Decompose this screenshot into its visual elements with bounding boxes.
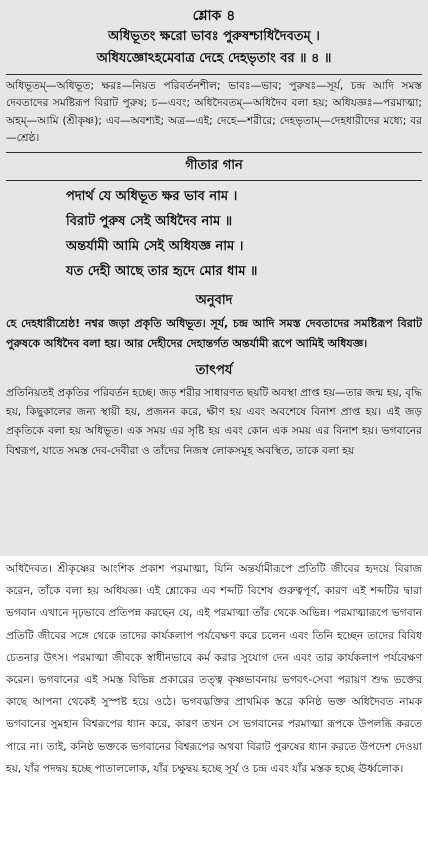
purport-text-upper: প্রতিনিয়তই প্রকৃতির পরিবর্তন হচ্ছে। জড় শরীর সাধারণত ছয়টি অবস্থা প্রাপ্ত হয়—তার জন্ম হয়, বৃদ্ধি হয়, কিছুকালের জন্য স্থায়ী হয়, প্রজনন করে, ক্ষীণ হয় এবং অবশেষে বিনাশ প্রাপ্ত হয়। এই জড় প্রকৃতিকে বলা হয় অধিভূত। এক সময় এর সৃষ্টি হয় এবং কোন এক সময় এর বিনাশ হয়। ভগবানের বিশ্বরূপ, যাতে সমস্ত দেব-দেবীরা ও তাঁদের নিজস্ব লোকসমূহ অবস্থিত, তাকে বলা হয় (6, 386, 422, 457)
song-line-1: পদার্থ যে অধিভূত ক্ষর ভাব নাম । (66, 188, 238, 204)
song-line-3: অন্তর্যামী আমি সেই অধিযজ্ঞ নাম । (66, 238, 244, 254)
divider (6, 152, 422, 153)
shloka-line-2: অধিযজ্ঞোঽহমেবাত্র দেহে দেহভৃতাং বর ॥ ৪ ॥ (96, 51, 332, 66)
song-title: গীতার গান (185, 157, 243, 173)
shloka-line-1: অধিভূতং ক্ষরো ভাবঃ পুরুষশ্চাধিদৈবতম্ । (108, 29, 320, 44)
divider (6, 74, 422, 75)
song-line-2: বিরাট পুরুষ সেই অধিদৈব নাম ॥ (66, 213, 233, 229)
synonyms-paragraph: অধিভূতম্—অধিভূত; ক্ষরঃ—নিয়ত পরিবর্তনশীল; ভাবঃ—ভাব; পুরুষঃ—সূর্য, চন্দ্র আদি সমস্ত দেবতাদের সমষ্টিরূপ বিরাট পুরুষ; চ—এবং; অধিদৈবতম্—অধিদৈব বলা হয়; অধিযজ্ঞঃ—পরমাত্মা; অহম্—আমি (শ্রীকৃষ্ণ); এব—অবশ্যই; অত্র—এই; দেহে—শরীরে; দেহভৃতাম্—দেহধারীদের মধ্যে; বর—শ্রেষ্ঠ। (6, 80, 422, 145)
purport-text-lower: অধিদৈবত। শ্রীকৃষ্ণের আংশিক প্রকাশ পরমাত্মা, যিনি অন্তর্যামীরূপে প্রতিটি জীবের হৃদয়ে বিরাজ করেন, তাঁকে বলা হয় অধিযজ্ঞ। এই শ্লোকের এব শব্দটি বিশেষ গুরুত্বপূর্ণ, কারণ এই শব্দটির দ্বারা ভগবান এখানে দৃঢ়ভাবে প্রতিপন্ন করছেন যে, এই পরমাত্মা তাঁর থেকে অভিন্ন। পরমাত্মারূপে ভগবান প্রতিটি জীবের সঙ্গে থেকে তাদের কার্যকলাপ পর্যবেক্ষণ করে চলেন এবং তিনি হচ্ছেন তাদের বিবিধ চেতনার উৎস। পরমাত্মা জীবকে স্বাধীনভাবে কর্ম করার সুযোগ দেন এবং তার কার্যকলাপ পর্যবেক্ষণ করেন। ভগবানের এই সমস্ত বিভিন্ন প্রকারের তত্ত্ব কৃষ্ণভাবনায় ভগবৎ-সেবা পরায়ণ শুদ্ধ ভক্তের কাছে আপনা থেকেই সুস্পষ্ট হয়ে ওঠে। ভগবদ্ভক্তির প্রাথমিক স্তরে কনিষ্ঠ ভক্ত অধিদৈবত নামক ভগবানের সুমহান বিশ্বরূপের ধ্যান করে, কারণ তখন সে ভগবানের পরমাত্মা রূপকে উপলব্ধি করতে পারে না। তাই, কনিষ্ঠ ভক্তকে ভগবানের বিশ্বরূপের অথবা বিরাট পুরুষের ধ্যান করতে উপদেশ দেওয়া হয়, যাঁর পদদ্বয় হচ্ছে পাতাললোক, যাঁর চক্ষুদ্বয় হচ্ছে সূর্য ও চন্দ্র এবং যাঁর মস্তক হচ্ছে ঊর্ধ্বলোক। (6, 563, 422, 775)
purport-title: তাৎপর্য (195, 362, 233, 378)
translation-text: হে দেহধারীশ্রেষ্ঠ! নশ্বর জড়া প্রকৃতি অধিভূত। সূর্য, চন্দ্র আদি সমস্ত দেবতাদের সমষ্টিরূপ বিরাট পুরুষকে অধিদৈব বলা হয়। আর দেহীদের দেহান্তর্গত অন্তর্যামী রূপে আমিই অধিযজ্ঞ। (6, 316, 422, 350)
divider (6, 180, 422, 181)
translation-title: অনুবাদ (195, 292, 233, 308)
lower-text-section (0, 556, 428, 841)
shloka-title: শ্লোক ৪ (192, 8, 236, 24)
song-line-4: যত দেহী আছে তার হৃদে মোর ধাম ॥ (66, 263, 258, 279)
